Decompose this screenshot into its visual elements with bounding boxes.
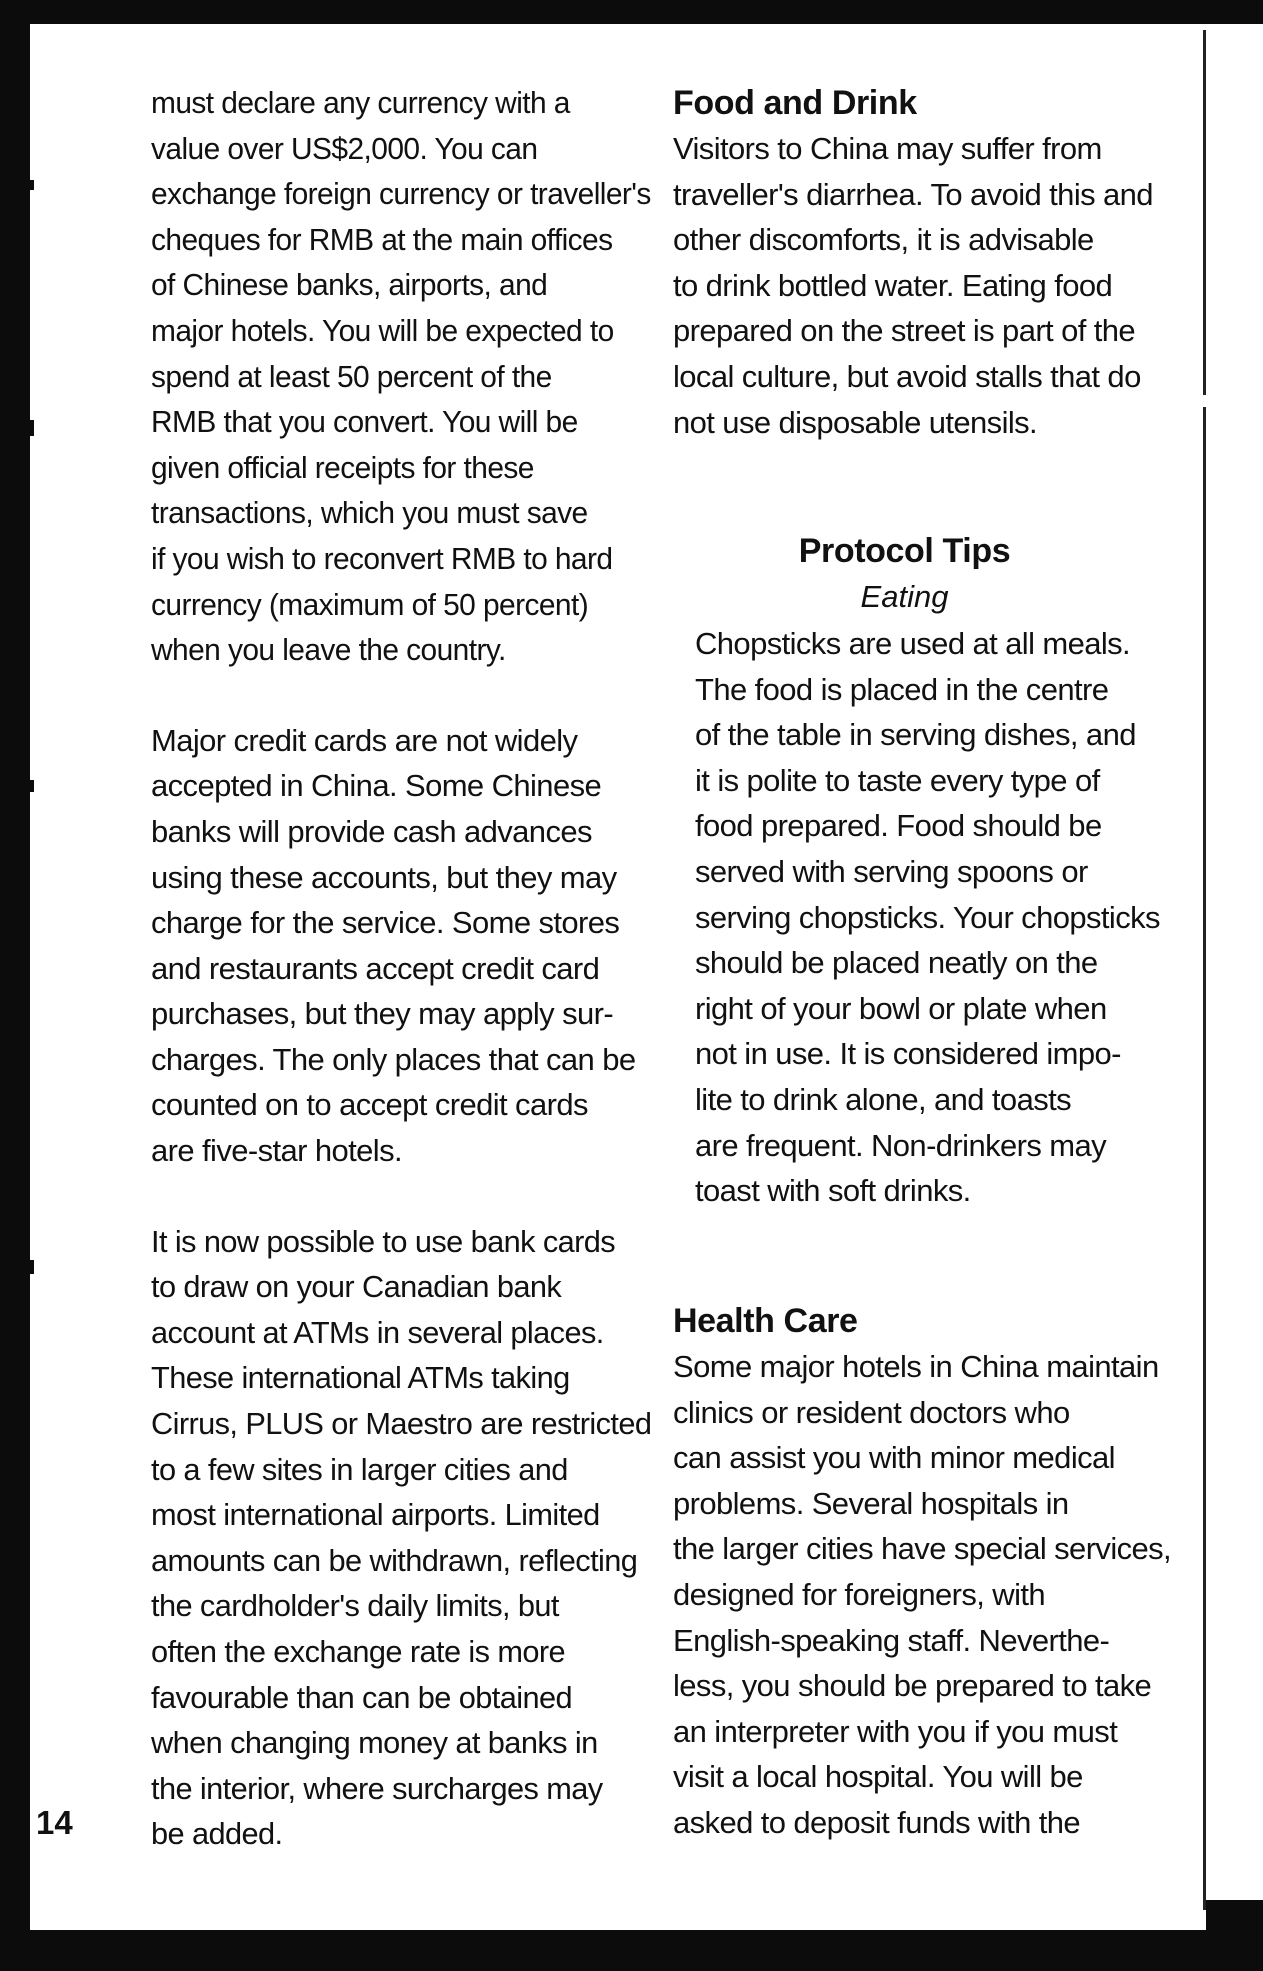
body-food-and-drink: Visitors to China may suffer from traveller's diarrhea. To avoid this and other discomforts, it is advisable to drink bottled water. Eating food prepared on the street is part of the local culture, but avoid stalls that do not use disposable utensils.	[673, 131, 1153, 440]
paragraph-credit-cards: Major credit cards are not widely accepted in China. Some Chinese banks will provide cash advances using these accounts, but they may charge for the service. Some stores and restaurants accept credit card purchases, but they may apply sur- charges. The only places that can be counted on to accept credit cards are five-star hotels.	[151, 722, 636, 1169]
section-protocol-tips	[695, 621, 1165, 1214]
heading-protocol-tips: Protocol Tips	[798, 532, 1011, 570]
heading-food-and-drink: Food and Drink	[673, 84, 917, 122]
scan-border-left	[0, 0, 30, 1971]
section-food-and-drink	[673, 80, 1173, 445]
scan-speck	[30, 420, 34, 436]
body-health-care: Some major hotels in China maintain clinics or resident doctors who can assist you with minor medical problems. Several hospitals in the larger cities have special services, designed for foreigners, with English-speaking staff. Neverthe- less, you should be prepared to take an interpreter with you if you must visit a local hospital. You will be asked to deposit funds with the	[673, 1349, 1172, 1840]
paragraph-currency-declaration: must declare any currency with a value over US$2,000. You can exchange foreign currency or traveller's cheques for RMB at the main offices of Chinese banks, airports, and major hotels. You will be expected to spend at least 50 percent of the RMB that you convert. You will be given official receipts for these transactions, which you must save if you wish to reconvert RMB to hard currency (maximum of 50 percent) when you leave the country.	[151, 85, 651, 668]
subheading-eating: Eating	[860, 579, 949, 614]
scan-speck	[30, 180, 34, 190]
scan-border-bottom	[0, 1930, 1263, 1971]
section-health-care	[673, 1298, 1173, 1846]
scan-border-top	[0, 0, 1263, 24]
scan-border-corner	[1206, 1900, 1263, 1930]
scan-speck	[30, 780, 34, 792]
page-number: 14	[36, 1804, 73, 1841]
paragraph-bank-cards-atms: It is now possible to use bank cards to draw on your Canadian bank account at ATMs in several places. These international ATMs taking Cirrus, PLUS or Maestro are restricted to a few sites in larger cities and most international airports. Limited amounts can be withdrawn, reflecting the cardholder's daily limits, but often the exchange rate is more favourable than can be obtained when changing money at banks in the interior, where surcharges may be added.	[151, 1223, 652, 1852]
heading-health-care: Health Care	[673, 1302, 858, 1340]
left-column	[151, 80, 651, 1857]
scan-border-gap	[1202, 395, 1208, 407]
body-protocol-tips: Chopsticks are used at all meals. The food is placed in the centre of the table in serving dishes, and it is polite to taste every type of food prepared. Food should be served with serving spoons or serving chopsticks. Your chopsticks should be placed neatly on the right of your bowl or plate when not in use. It is considered impo- lite to drink alone, and toasts are frequent. Non-drinkers may toast with soft drinks.	[695, 626, 1160, 1209]
scan-speck	[30, 1260, 34, 1274]
scan-border-right	[1203, 30, 1206, 1910]
